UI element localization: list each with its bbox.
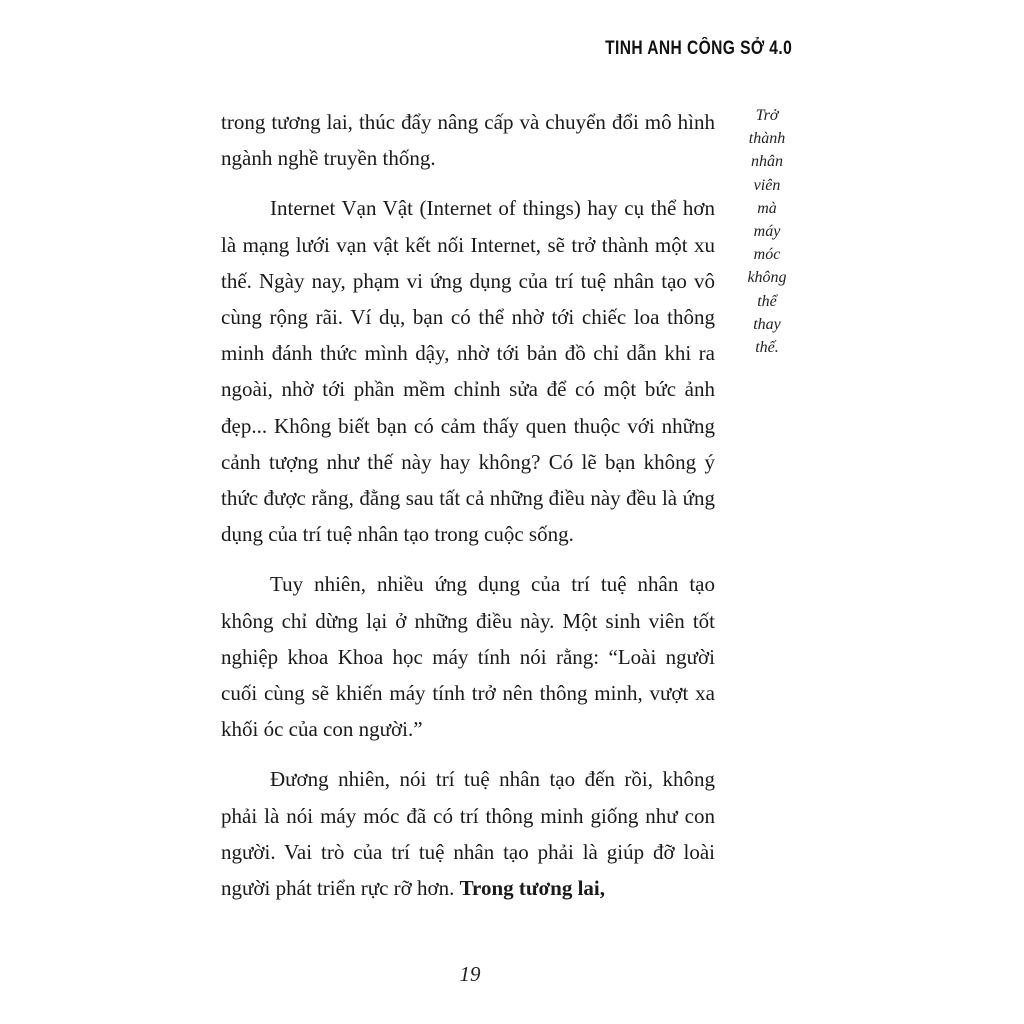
margin-note-word: thay xyxy=(753,315,781,333)
paragraph-1: trong tương lai, thúc đẩy nâng cấp và chuyển đổi mô hình ngành nghề truyền thống. xyxy=(221,110,715,171)
running-header-title: TINH ANH CÔNG SỞ 4.0 xyxy=(604,38,792,59)
paragraph-4-bold-text: Trong tương lai, xyxy=(459,876,605,901)
margin-note-word: mà xyxy=(757,199,777,217)
paragraph-3: Tuy nhiên, nhiều ứng dụng của trí tuệ nhân tạo không chỉ dừng lại ở những điều này. Một sinh viên tốt nghiệp khoa Khoa học máy tính nói rằng: “Loài người cuối cùng sẽ khiến máy tính trở nên thông minh, vượt xa khối óc của con người.” xyxy=(221,572,715,742)
margin-note-word: Trở xyxy=(755,107,779,124)
margin-note-word: viên xyxy=(753,176,781,194)
margin-note-word: máy xyxy=(753,223,781,241)
margin-note-word: không xyxy=(747,269,787,287)
margin-note-word: nhân xyxy=(751,153,783,171)
paragraph-4-text: Đương nhiên, nói trí tuệ nhân tạo đến rồi, không phải là nói máy móc đã có trí thông minh giống như con người. Vai trò của trí tuệ nhân tạo phải là giúp đỡ loài người phát triển rực rỡ hơn. xyxy=(221,767,715,901)
paragraph-2: Internet Vạn Vật (Internet of things) hay cụ thể hơn là mạng lưới vạn vật kết nối Internet, sẽ trở thành một xu thế. Ngày nay, phạm vi ứng dụng của trí tuệ nhân tạo vô cùng rộng rãi. Ví dụ, bạn có thể nhờ tới chiếc loa thông minh đánh thức mình dậy, nhờ tới bản đồ chỉ dẫn khi ra ngoài, nhờ tới phần mềm chỉnh sửa để có một bức ảnh đẹp... Không biết bạn có cảm thấy quen thuộc với những cảnh tượng như thế này hay không? Có lẽ bạn không ý thức được rằng, đằng sau tất cả những điều này đều là ứng dụng của trí tuệ nhân tạo trong cuộc sống. xyxy=(221,196,715,547)
paragraph-4 xyxy=(221,761,715,906)
margin-note-word: móc xyxy=(753,246,781,264)
margin-note xyxy=(728,104,806,359)
body-text xyxy=(221,104,715,920)
margin-note-word: thế. xyxy=(755,339,779,357)
margin-note-word: thể xyxy=(757,292,777,310)
margin-note-word: thành xyxy=(748,130,786,148)
page-number: 19 xyxy=(459,962,481,986)
